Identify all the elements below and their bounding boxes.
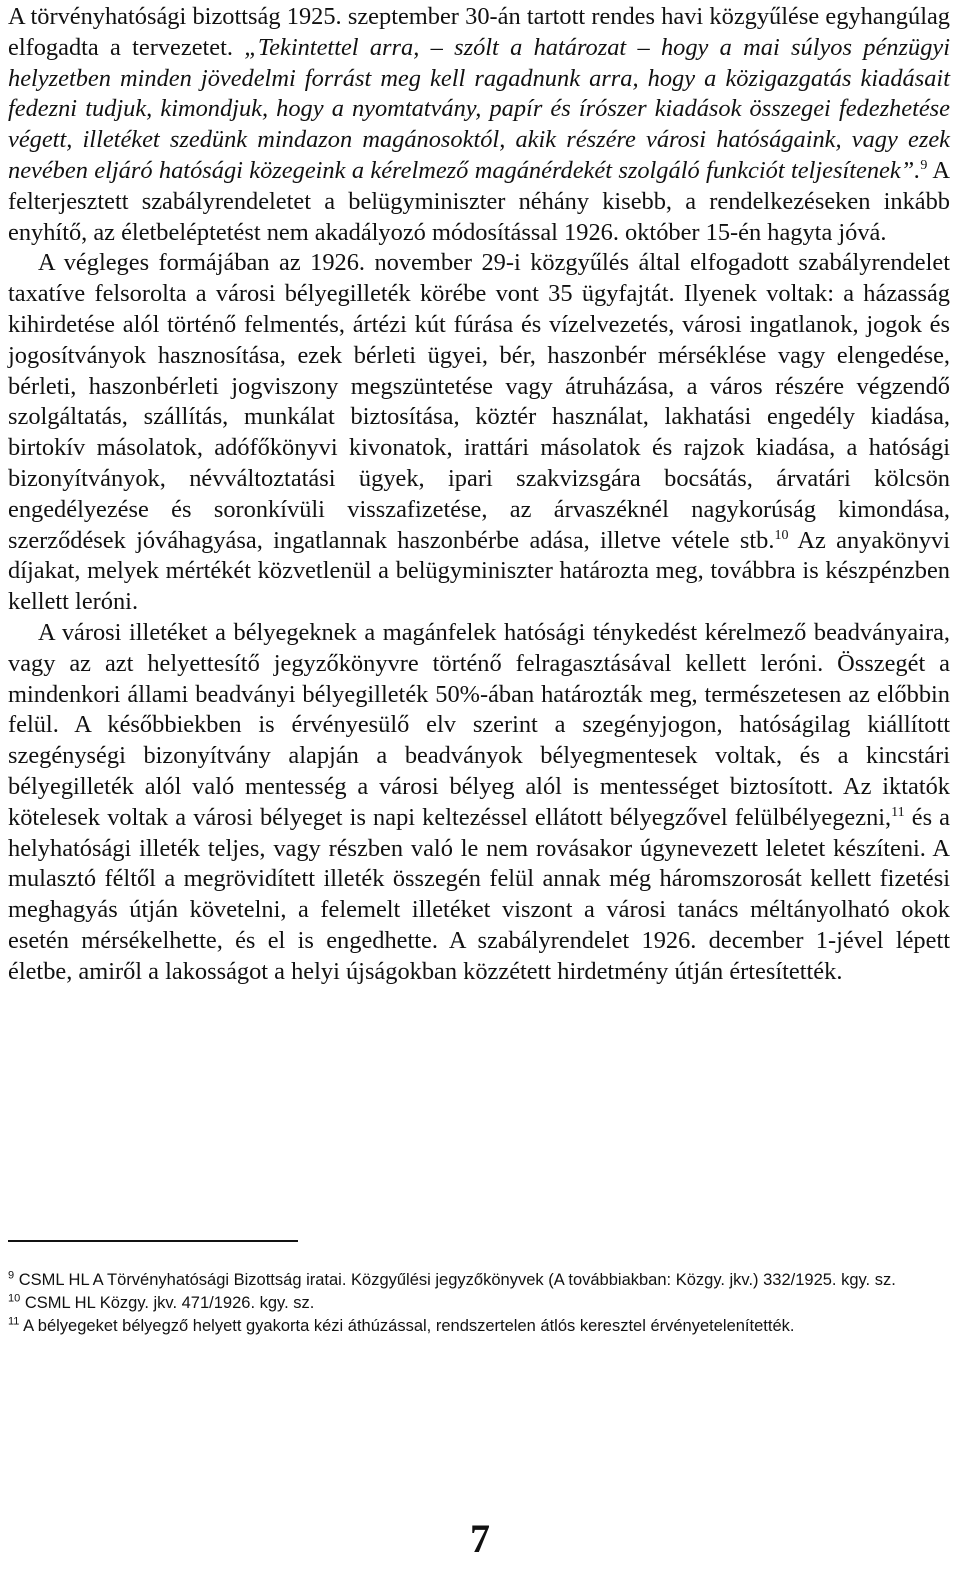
resolution-quote: „Tekintettel arra, – szólt a határozat – hogy a mai súlyos pénzügyi helyzetben minden jövedelmi forrást meg kell ragadnunk arra, hogy a közigazgatás kiadásait fedezni tudjuk, kimondjuk, hogy a nyomtatvány, papír és írószer kiadások összegei fedezhetése végett, illetéket szedünk mindazon magánosoktól, akik részére városi hatóságaink, vagy ezek nevében eljáró hatósági közegeink a kérelmező magánérdekét szolgáló funkciót teljesítenek”.	[8, 33, 950, 184]
body-text	[8, 2, 950, 988]
footnote-number: 11	[8, 1315, 20, 1328]
page-number: 7	[470, 1516, 490, 1561]
footnote-ref-9[interactable]: 9	[920, 157, 928, 173]
paragraph-2-text-b: Az anyakönyvi díjakat, melyek mértékét közvetlenül a belügyminiszter határozta meg, továbbra is készpénzben kellett leróni.	[8, 526, 950, 616]
footnote-10	[8, 1293, 948, 1315]
paragraph-2-text-a: A végleges formájában az 1926. november 29-i közgyűlés által elfogadott szabályrendelet taxatíve felsorolta a városi bélyegilleték körébe vont 35 ügyfajtát. Ilyenek voltak: a házasság kihirdetése alól történő felmentés, ártézi kút fúrása és vízelvezetés, városi ingatlanok, jogok és jogosítványok hasznosítása, ezek bérleti ügyei, bér, haszonbér mérséklése vagy elengedése, bérleti, haszonbérleti jogviszony megszüntetése vagy átruházása, a város részére végzendő szolgáltatás, szállítás, munkálat biztosítása, köztér használat, lakhatási engedély kiadása, birtokív másolatok, adófőkönyvi kivonatok, irattári másolatok és rajzok kiadása, a hatósági bizonyítványok, névváltoztatási ügyek, ipari szakvizsgára bocsátás, árvatári kölcsön engedélyezése és soronkívüli visszafizetése, az árvaszéknél nagykorúság kimondása, szerződések jóváhagyása, ingatlannak haszonbérbe adása, illetve vétele stb.	[8, 249, 950, 554]
footnotes	[8, 1270, 948, 1338]
footnote-ref-10[interactable]: 10	[774, 527, 789, 543]
footnote-ref-11[interactable]: 11	[891, 804, 905, 820]
paragraph-3-text-b: és a helyhatósági illeték teljes, vagy részben való le nem rovásakor úgynevezett leletet készíteni. A mulasztó féltől a megrövidített illeték összegén felül annak még háromszorosát kellett fizetési meghagyás útján követelni, a felemelt illetéket viszont a városi tanács méltányolható okok esetén mérsékelhette, és el is engedhette. A szabályrendelet 1926. december 1-jével lépett életbe, amiről a lakosságot a helyi újságokban közzétett hirdetmény útján értesítették.	[8, 803, 950, 985]
paragraph-3-text-a: A városi illetéket a bélyegeknek a magánfelek hatósági ténykedést kérelmező beadványaira, vagy az azt helyettesítő jegyzőkönyvre történő felragasztásával kellett leróni. Összegét a mindenkori állami beadványi bélyegilleték 50%-ában határozták meg, természetesen az előbbin felül. A későbbiekben is érvényesülő elv szerint a szegényjogon, hatóságilag kiállított szegénységi bizonyítvány alapján a beadványok bélyegmentesek voltak, és a kincstári bélyegilleték alól való mentesség a városi bélyeg alól is mentességet biztosított. Az iktatók kötelesek voltak a városi bélyeget is napi keltezéssel ellátott bélyegzővel felülbélyegezni,	[8, 618, 950, 831]
footnote-11	[8, 1316, 948, 1338]
footnote-text: A bélyegeket bélyegző helyett gyakorta kézi áthúzással, rendszertelen átlós keresztel érvényetelenítették.	[19, 1316, 795, 1335]
paragraph-1-text-a: A törvényhatósági bizottság 1925. szeptember 30-án tartott rendes havi közgyűlése egyhangúlag elfogadta a tervezetet.	[8, 3, 950, 61]
paragraph-1-text-b: A felterjesztett szabályrendeletet a belügyminiszter néhány kisebb, a rendelkezéseken inkább enyhítő, az életbeléptetést nem akadályozó módosítással 1926. október 15-én hagyta jóvá.	[8, 156, 950, 246]
footnote-9	[8, 1270, 948, 1292]
paragraph-1	[8, 2, 950, 248]
footnote-number: 10	[8, 1292, 21, 1305]
paragraph-2	[8, 248, 950, 618]
paragraph-3	[8, 618, 950, 988]
footnote-separator	[8, 1240, 298, 1242]
footnote-number: 9	[8, 1269, 15, 1282]
footnote-text: CSML HL A Törvényhatósági Bizottság iratai. Közgyűlési jegyzőkönyvek (A továbbiakban: Közgy. jkv.) 332/1925. kgy. sz.	[14, 1271, 896, 1289]
footnote-text: CSML HL Közgy. jkv. 471/1926. kgy. sz.	[20, 1293, 315, 1312]
